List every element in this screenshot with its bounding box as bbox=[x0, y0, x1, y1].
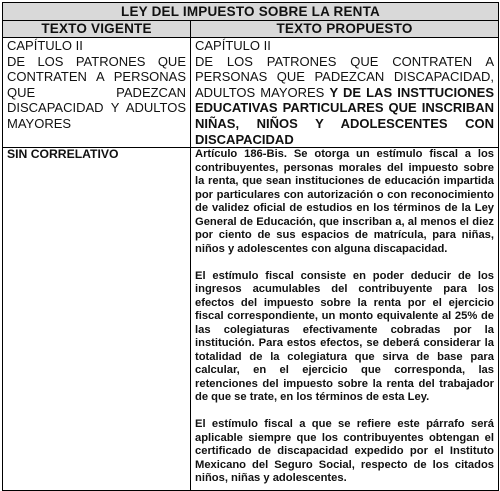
proposed-chapter-cell bbox=[191, 38, 499, 148]
current-chapter-cell bbox=[3, 38, 191, 148]
chapter-row bbox=[3, 38, 499, 148]
proposed-chapter-addition: Y DE LAS INSTTUCIONES EDUCATIVAS PARTICULARES QUE INSCRIBAN NIÑAS, NIÑOS Y ADOLESCENTES CON DISCAPACIDAD bbox=[195, 84, 495, 147]
article-186-bis-paragraph-3: El estímulo fiscal a que se refiere este párrafo será aplicable siempre que los contribuyentes obtengan el certificado de discapacidad expedido por el Instituto Mexicano del Seguro Social, respecto de los citados niños, niñas y adolescentes. bbox=[195, 418, 495, 485]
table-title: LEY DEL IMPUESTO SOBRE LA RENTA bbox=[3, 3, 499, 21]
proposed-chapter-number: CAPÍTULO II bbox=[195, 38, 271, 53]
column-header-texto-vigente: TEXTO VIGENTE bbox=[3, 21, 191, 38]
proposed-article-cell bbox=[191, 148, 499, 491]
current-chapter-number: CAPÍTULO II bbox=[7, 38, 83, 53]
current-chapter-title: DE LOS PATRONES QUE CONTRATEN A PERSONAS QUE PADEZCAN DISCAPACIDAD Y ADULTOS MAYORES bbox=[7, 53, 186, 131]
current-article-cell: SIN CORRELATIVO bbox=[3, 148, 191, 491]
table-title-row bbox=[3, 3, 499, 21]
column-header-row bbox=[3, 21, 499, 38]
column-header-texto-propuesto: TEXTO PROPUESTO bbox=[191, 21, 499, 38]
article-row bbox=[3, 148, 499, 491]
article-186-bis-paragraph-1: Artículo 186-Bis. Se otorga un estímulo fiscal a los contribuyentes, personas morales del impuesto sobre la renta, que sean instituciones de educación impartida por particulares con autorización o con reconocimiento de validez oficial de estudios en los términos de la Ley General de Educación, que inscriban a, al menos el diez por ciento de sus espacios de matrícula, para niñas, niños y adolescentes con alguna discapacidad. bbox=[195, 148, 495, 255]
proposed-chapter-title: DE LOS PATRONES QUE CONTRATEN A PERSONAS QUE PADEZCAN DISCAPACIDAD, ADULTOS MAYORES bbox=[195, 53, 495, 100]
comparison-table bbox=[2, 2, 499, 491]
article-186-bis-paragraph-2: El estímulo fiscal consiste en poder deducir de los ingresos acumulables del contribuyente para los efectos del impuesto sobre la renta por el ejercicio fiscal correspondiente, un monto equivalente al 25% de las colegiaturas efectivamente cobradas por la institución. Para estos efectos, se deberá considerar la totalidad de la colegiatura que sirva de base para calcular, en el ejercicio que corresponda, las retenciones del impuesto sobre la renta del trabajador de que se trate, en los términos de esta Ley. bbox=[195, 269, 495, 404]
